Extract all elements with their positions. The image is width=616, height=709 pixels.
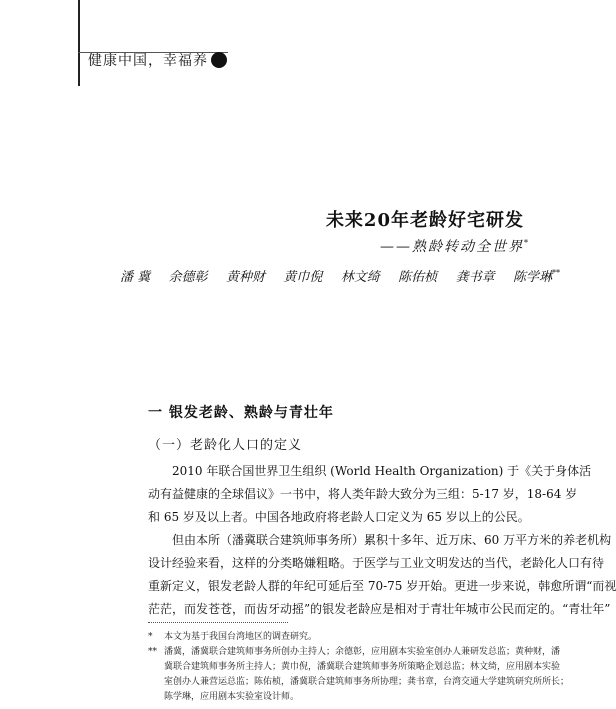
author: 龚书章	[455, 270, 495, 285]
author	[513, 266, 560, 285]
text-line: 茫茫，而发苍苍，而齿牙动摇”的银发老龄应是相对于青壮年城市公民而定的。“青壮年”	[148, 602, 611, 616]
bullet-dot-icon	[211, 52, 227, 68]
paragraph-2	[148, 529, 616, 621]
text-line: 重新定义，银发老龄人群的年纪可延后至 70-75 岁开始。更进一步来说，韩愈所谓“而视	[148, 579, 616, 593]
footnote-1	[148, 630, 530, 645]
article-subtitle	[380, 236, 530, 256]
author-name: 陈学琳	[512, 270, 552, 285]
author: 黄种财	[225, 270, 265, 285]
footnote-text: 本文为基于我国台湾地区的调查研究。	[164, 632, 318, 642]
author: 陈佑桢	[398, 270, 438, 285]
footnote-text: 冀联合建筑师事务所主持人；黄巾倪，潘冀联合建筑师事务所策略企划总监；林文绮，应用剧本实验	[164, 662, 561, 672]
authors-footnote-mark: **	[551, 268, 560, 278]
subtitle-text: ——熟龄转动全世界	[380, 239, 524, 255]
footnotes	[148, 630, 570, 705]
author: 余德彰	[168, 270, 208, 285]
footnote-text: 潘冀，潘冀联合建筑师事务所创办主持人；余德彰，应用剧本实验室创办人兼研发总监；黄种财，潘	[164, 647, 561, 657]
text-line: 但由本所（潘冀联合建筑师事务所）累积十多年、近万床、60 万平方米的养老机构	[172, 533, 612, 547]
footnote-text: 室创办人兼营运总监；陈佑桢，潘冀联合建筑师事务所协理；龚书章，台湾交通大学建筑研究所所长；	[164, 677, 570, 687]
text-line: 设计经验来看，这样的分类略嫌粗略。于医学与工业文明发达的当代，老龄化人口有待	[148, 556, 605, 570]
author: 黄巾倪	[283, 270, 323, 285]
footnote-divider	[148, 622, 288, 623]
margin-vertical-rule	[78, 0, 80, 86]
footnote-text: 陈学琳，应用剧本实验室设计师。	[164, 692, 300, 702]
paragraph-1	[148, 460, 592, 529]
footnote-2	[148, 645, 561, 660]
running-header	[88, 50, 227, 70]
section-heading: 一 银发老龄、熟龄与青壮年	[148, 405, 334, 421]
text-line: 动有益健康的全球倡议》一书中，将人类年龄大致分为三组：5-17 岁，18-64 岁	[148, 487, 578, 501]
author-list	[120, 266, 560, 285]
author: 潘 冀	[120, 270, 151, 285]
text-line: 和 65 岁及以上者。中国各地政府将老龄人口定义为 65 岁以上的公民。	[148, 510, 530, 524]
series-title: 健康中国，幸福养	[88, 53, 208, 69]
footnote-mark: **	[148, 647, 157, 657]
subsection-heading: （一）老龄化人口的定义	[148, 438, 303, 453]
author: 林文绮	[340, 270, 380, 285]
text-line: 2010 年联合国世界卫生组织 (World Health Organization) 于《关于身体活	[172, 464, 592, 478]
footnote-mark: *	[148, 632, 153, 642]
article-title: 未来20年老龄好宅研发	[325, 210, 524, 231]
subtitle-footnote-mark: *	[524, 238, 530, 248]
